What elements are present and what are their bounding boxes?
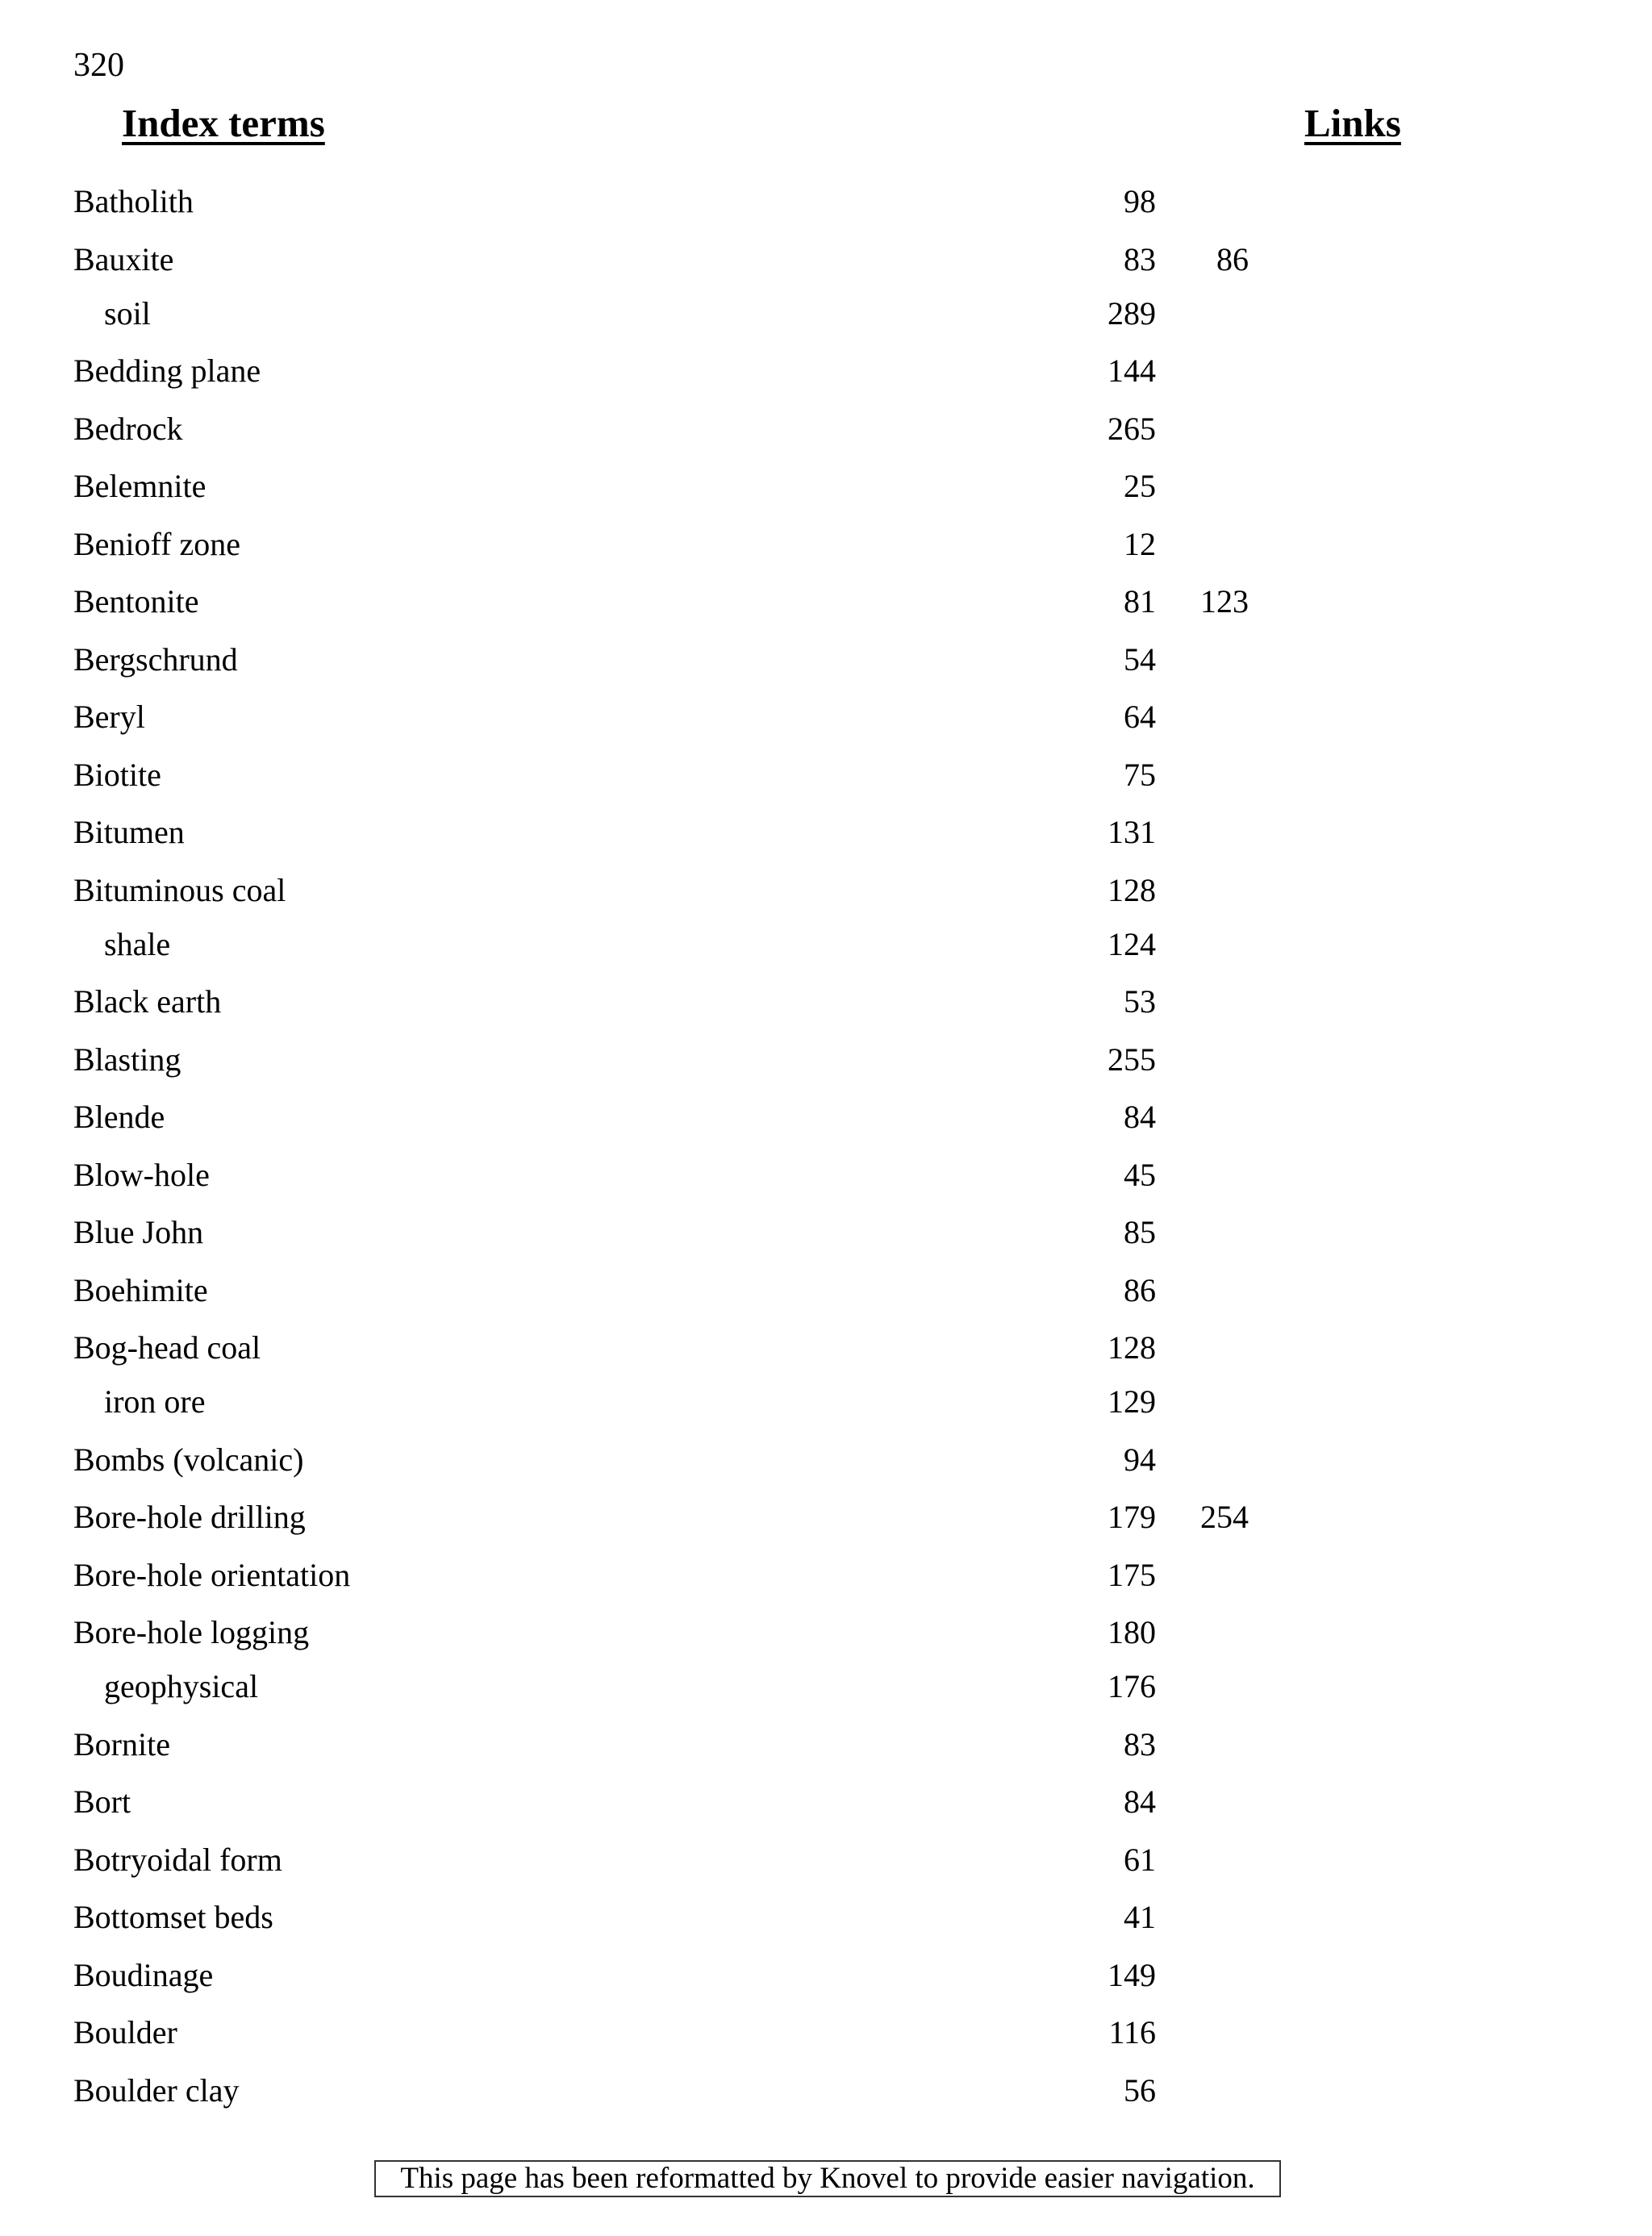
page-link[interactable]: 45 bbox=[1124, 1156, 1156, 1193]
index-entry bbox=[0, 582, 1652, 622]
index-term: Bore-hole logging bbox=[73, 1614, 310, 1650]
index-entry bbox=[0, 524, 1652, 565]
page-link[interactable]: 265 bbox=[1108, 410, 1156, 447]
page-link[interactable]: 81 bbox=[1124, 583, 1156, 619]
index-entry bbox=[0, 1897, 1652, 1938]
index-terms-heading: Index terms bbox=[122, 101, 325, 145]
page-link[interactable]: 116 bbox=[1108, 2014, 1156, 2050]
page-link[interactable]: 54 bbox=[1124, 640, 1156, 678]
index-entry bbox=[0, 982, 1652, 1022]
index-term: shale bbox=[104, 925, 171, 962]
index-entry bbox=[0, 1040, 1652, 1080]
index-term: Bornite bbox=[73, 1725, 170, 1763]
index-subentry bbox=[0, 924, 1652, 965]
index-term: geophysical bbox=[104, 1668, 259, 1704]
index-term: Black earth bbox=[73, 983, 222, 1020]
index-entry bbox=[0, 409, 1652, 449]
index-subentry bbox=[0, 1667, 1652, 1707]
page-link[interactable]: 86 bbox=[1124, 1271, 1156, 1308]
index-entry bbox=[0, 351, 1652, 391]
index-entry bbox=[0, 2071, 1652, 2111]
page-link[interactable]: 25 bbox=[1124, 468, 1156, 504]
index-term: Boudinage bbox=[73, 1956, 214, 1993]
page-link[interactable]: 289 bbox=[1108, 294, 1156, 332]
page-link[interactable]: 128 bbox=[1108, 871, 1156, 908]
index-term: Boulder clay bbox=[73, 2071, 240, 2109]
page-link[interactable]: 255 bbox=[1108, 1041, 1156, 1078]
page-link[interactable]: 84 bbox=[1124, 1783, 1156, 1820]
index-entry bbox=[0, 1440, 1652, 1480]
index-term: Bombs (volcanic) bbox=[73, 1441, 304, 1478]
page-link[interactable]: 123 bbox=[1200, 583, 1249, 619]
index-entry bbox=[0, 1212, 1652, 1253]
page-link[interactable]: 98 bbox=[1124, 183, 1156, 219]
index-entry bbox=[0, 1955, 1652, 1996]
page-link[interactable]: 179 bbox=[1108, 1499, 1156, 1535]
page-link[interactable]: 83 bbox=[1124, 240, 1156, 277]
page-link[interactable]: 85 bbox=[1124, 1214, 1156, 1250]
links-heading: Links bbox=[1304, 101, 1401, 145]
index-entry bbox=[0, 1270, 1652, 1311]
index-term: Blasting bbox=[73, 1041, 181, 1078]
page-link[interactable]: 129 bbox=[1108, 1383, 1156, 1420]
index-entry bbox=[0, 466, 1652, 507]
page-link[interactable]: 86 bbox=[1216, 240, 1249, 277]
page-link[interactable]: 75 bbox=[1124, 756, 1156, 793]
index-term: Beryl bbox=[73, 699, 145, 735]
index-term: Benioff zone bbox=[73, 525, 240, 562]
index-term: Bottomset beds bbox=[73, 1899, 273, 1935]
index-term: Biotite bbox=[73, 756, 161, 793]
page-link[interactable]: 176 bbox=[1108, 1668, 1156, 1704]
index-entry bbox=[0, 1840, 1652, 1880]
page-link[interactable]: 144 bbox=[1108, 353, 1156, 389]
index-term: iron ore bbox=[104, 1383, 206, 1420]
index-term: Bitumen bbox=[73, 814, 185, 850]
index-term: Bauxite bbox=[73, 240, 174, 277]
page-link[interactable]: 84 bbox=[1124, 1099, 1156, 1135]
index-entry bbox=[0, 1555, 1652, 1596]
page-link[interactable]: 254 bbox=[1200, 1499, 1249, 1535]
page-number: 320 bbox=[73, 47, 124, 84]
page-link[interactable]: 83 bbox=[1124, 1725, 1156, 1763]
index-term: Batholith bbox=[73, 183, 194, 219]
page-link[interactable]: 131 bbox=[1108, 814, 1156, 850]
page-link[interactable]: 149 bbox=[1108, 1956, 1156, 1993]
index-term: Belemnite bbox=[73, 468, 206, 504]
index-entry bbox=[0, 1612, 1652, 1653]
page-link[interactable]: 94 bbox=[1124, 1441, 1156, 1478]
index-term: Boulder bbox=[73, 2014, 177, 2050]
index-entry bbox=[0, 755, 1652, 795]
index-subentry bbox=[0, 1382, 1652, 1422]
index-term: Blue John bbox=[73, 1214, 204, 1250]
index-term: Bedding plane bbox=[73, 353, 261, 389]
index-entry bbox=[0, 1328, 1652, 1368]
index-term: Bentonite bbox=[73, 583, 199, 619]
index-entry bbox=[0, 1097, 1652, 1137]
index-entry bbox=[0, 1497, 1652, 1537]
index-entry bbox=[0, 870, 1652, 911]
page-link[interactable]: 12 bbox=[1124, 525, 1156, 562]
index-term: Bedrock bbox=[73, 410, 183, 447]
index-term: Boehimite bbox=[73, 1271, 208, 1308]
index-entry bbox=[0, 640, 1652, 680]
index-entry bbox=[0, 697, 1652, 737]
index-entry bbox=[0, 1155, 1652, 1195]
index-term: Bort bbox=[73, 1783, 131, 1820]
page-link[interactable]: 124 bbox=[1108, 925, 1156, 962]
page-link[interactable]: 64 bbox=[1124, 699, 1156, 735]
page-link[interactable]: 41 bbox=[1124, 1899, 1156, 1935]
index-term: Bore-hole orientation bbox=[73, 1556, 351, 1593]
index-entry bbox=[0, 2013, 1652, 2053]
page-link[interactable]: 128 bbox=[1108, 1329, 1156, 1366]
knovel-footer-notice: This page has been reformatted by Knovel to provide easier navigation. bbox=[374, 2160, 1281, 2197]
index-term: Botryoidal form bbox=[73, 1841, 282, 1878]
index-entry bbox=[0, 181, 1652, 222]
index-entry bbox=[0, 1725, 1652, 1765]
index-term: Blow-hole bbox=[73, 1156, 210, 1193]
index-term: Bore-hole drilling bbox=[73, 1499, 306, 1535]
index-entry bbox=[0, 812, 1652, 853]
index-term: Blende bbox=[73, 1099, 165, 1135]
index-entry bbox=[0, 240, 1652, 280]
index-term: soil bbox=[104, 294, 151, 332]
index-term: Bergschrund bbox=[73, 640, 238, 678]
index-entry bbox=[0, 1782, 1652, 1822]
index-term: Bituminous coal bbox=[73, 871, 286, 908]
index-term: Bog-head coal bbox=[73, 1329, 261, 1366]
page-link[interactable]: 53 bbox=[1124, 983, 1156, 1020]
page-link[interactable]: 56 bbox=[1124, 2071, 1156, 2109]
index-subentry bbox=[0, 294, 1652, 334]
page-link[interactable]: 175 bbox=[1108, 1556, 1156, 1593]
page-link[interactable]: 180 bbox=[1108, 1614, 1156, 1650]
page-link[interactable]: 61 bbox=[1124, 1841, 1156, 1878]
